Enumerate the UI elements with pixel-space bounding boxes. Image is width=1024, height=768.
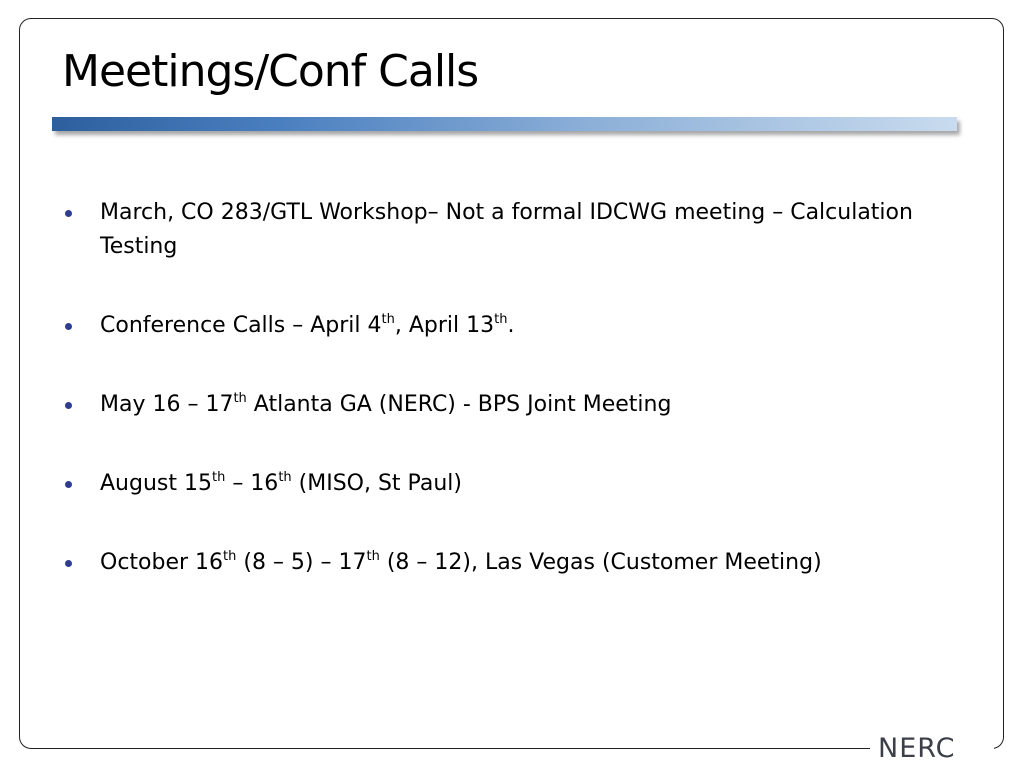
bullet-dot-icon <box>65 402 72 409</box>
bullet-item <box>62 196 942 264</box>
ordinal-suffix: th <box>233 391 247 406</box>
ordinal-suffix: th <box>278 470 292 485</box>
bullet-dot-icon <box>65 210 72 217</box>
bullet-item <box>62 467 942 501</box>
bullet-dot-icon <box>65 481 72 488</box>
bullet-text: Atlanta GA (NERC) - BPS Joint Meeting <box>246 392 672 417</box>
bullet-text: . <box>507 313 515 338</box>
bullet-item <box>62 309 942 343</box>
bullet-text: , April 13 <box>394 313 495 338</box>
ordinal-suffix: th <box>223 549 237 564</box>
bullet-text: Conference Calls – April 4 <box>100 313 382 338</box>
bullet-text: (MISO, St Paul) <box>291 471 462 496</box>
bullet-text: – 16 <box>225 471 279 496</box>
ordinal-suffix: th <box>381 312 395 327</box>
ordinal-suffix: th <box>494 312 508 327</box>
ordinal-suffix: th <box>211 470 226 485</box>
bullet-dot-icon <box>65 560 72 567</box>
bullet-list <box>62 196 942 625</box>
bullet-text: August 15 <box>100 471 212 496</box>
bullet-item <box>62 388 942 422</box>
ordinal-suffix: th <box>366 549 380 564</box>
bullet-text: (8 – 12), Las Vegas (Customer Meeting) <box>379 550 822 575</box>
bullet-text: (8 – 5) – 17 <box>236 550 367 575</box>
bullet-text: October 16 <box>100 550 224 575</box>
bullet-dot-icon <box>65 323 72 330</box>
slide-title: Meetings/Conf Calls <box>62 46 479 97</box>
bullet-text: March, CO 283/GTL Workshop– Not a formal IDCWG meeting – Calculation Testing <box>100 200 913 259</box>
title-underline-bar <box>52 117 957 131</box>
bullet-text: May 16 – 17 <box>100 392 234 417</box>
bullet-item <box>62 546 942 580</box>
nerc-logo: NERC <box>878 733 956 764</box>
